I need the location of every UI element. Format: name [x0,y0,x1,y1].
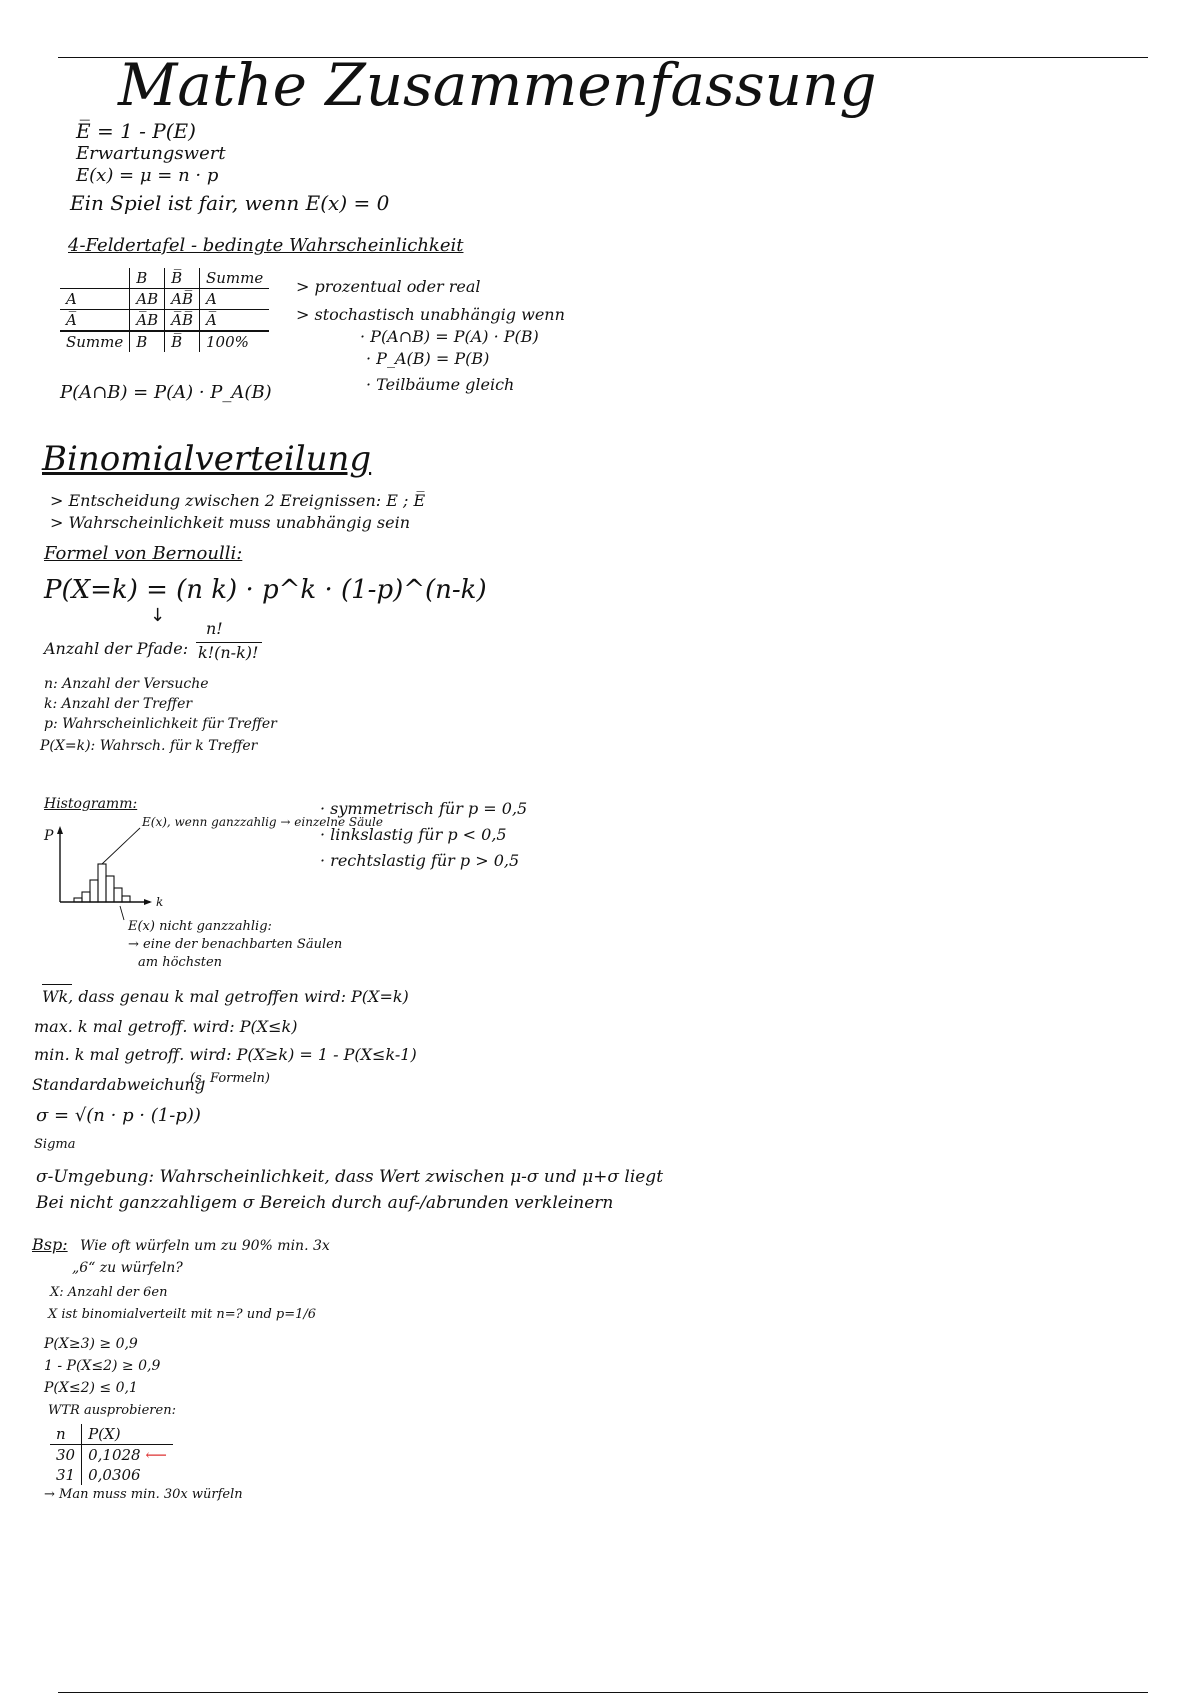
binomial-legend: k: Anzahl der Treffer [44,696,193,712]
intro-line: E̅ = 1 - P(E) [76,119,196,143]
hist-property: · linkslastig für p < 0,5 [320,825,507,844]
page-title: Mathe Zusammenfassung [118,51,877,119]
std-hint: (s. Formeln) [190,1071,270,1086]
vierfeld-table [60,268,269,352]
wtr-value: 0,1028 [88,1446,141,1464]
binomial-heading: Binomialverteilung [42,439,372,479]
intro-line: Ein Spiel ist fair, wenn E(x) = 0 [70,191,390,215]
vierfeld-cell: Summe [60,331,130,352]
example-step: X ist binomialverteilt mit n=? und p=1/6 [48,1307,317,1322]
vierfeld-cell: B [130,331,165,352]
hist-note-top: E(x), wenn ganzzahlig → einzelne Säule [142,815,383,829]
sigma-label: Sigma [34,1137,76,1152]
vierfeld-note: · Teilbäume gleich [366,375,515,394]
example-step: 1 - P(X≤2) ≥ 0,9 [44,1358,161,1374]
wk-line: min. k mal getroff. wird: P(X≥k) = 1 - P(X≤k-1) [34,1045,417,1064]
histogram-sketch [40,820,170,910]
hist-axis-y: P [44,828,54,844]
std-formula: σ = √(n · p · (1-p)) [36,1105,201,1126]
pfade-label: Anzahl der Pfade: [44,639,189,658]
histogramm-heading: Histogramm: [44,796,138,812]
vierfeld-cell: B̅ [165,331,200,352]
example-conclusion: → Man muss min. 30x würfeln [44,1487,243,1502]
sigma-umgebung: σ-Umgebung: Wahrscheinlichkeit, dass Wert zwischen μ-σ und μ+σ liegt [36,1167,664,1187]
section-divider [42,984,72,985]
intro-line: Erwartungswert [76,143,226,164]
binomial-legend: p: Wahrscheinlichkeit für Treffer [44,716,277,732]
bernoulli-formula: P(X=k) = (n k) · p^k · (1-p)^(n-k) [44,575,487,605]
example-step: X: Anzahl der 6en [50,1285,168,1300]
vierfeld-heading: 4-Feldertafel - bedingte Wahrscheinlichkeit [68,235,464,256]
vierfeld-cell: AB̅ [165,289,200,310]
vierfeld-cell [60,268,130,289]
pfade-denominator: k!(n-k)! [198,643,259,662]
arrow-down-icon: ↓ [150,605,166,626]
binomial-legend: P(X=k): Wahrsch. für k Treffer [40,738,258,754]
wtr-cell: 31 [50,1465,82,1485]
wk-line: Wk, dass genau k mal getroffen wird: P(X=k) [42,987,409,1006]
wtr-cell: 30 [50,1445,82,1466]
wtr-cell: n [50,1424,82,1445]
vierfeld-note: · P(A∩B) = P(A) · P(B) [360,327,539,346]
vierfeld-cell: AB [130,289,165,310]
std-heading: Standardabweichung [32,1075,206,1094]
vierfeld-note: > stochastisch unabhängig wenn [296,305,565,324]
hist-axis-x: k [156,895,164,909]
vierfeld-cell: A̅B [130,310,165,332]
vierfeld-cell: 100% [199,331,269,352]
wtr-cell [82,1445,173,1466]
example-question: Wie oft würfeln um zu 90% min. 3x [80,1238,330,1254]
example-question: „6“ zu würfeln? [72,1260,183,1276]
vierfeld-cell: A̅ [199,310,269,332]
vierfeld-note: > prozentual oder real [296,277,481,296]
vierfeld-cell: Summe [199,268,269,289]
hist-note-bottom: am höchsten [138,955,223,970]
pfade-numerator: n! [206,619,223,638]
binomial-point: > Wahrscheinlichkeit muss unabhängig sein [50,513,411,532]
binomial-point: > Entscheidung zwischen 2 Ereignissen: E ; E̅ [50,491,426,510]
wtr-cell: 0,0306 [88,1466,141,1484]
example-step: P(X≤2) ≤ 0,1 [44,1380,138,1396]
vierfeld-formula: P(A∩B) = P(A) · P_A(B) [60,382,272,403]
hist-property: · rechtslastig für p > 0,5 [320,851,520,870]
vierfeld-cell: A̅B̅ [165,310,200,332]
wtr-cell: P(X) [82,1424,173,1445]
binomial-legend: n: Anzahl der Versuche [44,676,209,692]
vierfeld-cell: B [130,268,165,289]
vierfeld-cell: A [199,289,269,310]
bottom-rule [58,1692,1148,1693]
arrow-left-icon: ⟵ [145,1446,167,1464]
wtr-table [50,1424,173,1485]
example-step: P(X≥3) ≥ 0,9 [44,1336,138,1352]
vierfeld-note: · P_A(B) = P(B) [366,349,490,368]
vierfeld-cell: B̅ [165,268,200,289]
hist-note-bottom: → eine der benachbarten Säulen [128,937,343,952]
example-label: Bsp: [32,1235,68,1254]
bernoulli-heading: Formel von Bernoulli: [44,543,243,564]
wk-line: max. k mal getroff. wird: P(X≤k) [34,1017,298,1036]
sigma-rundung: Bei nicht ganzzahligem σ Bereich durch auf-/abrunden verkleinern [36,1193,614,1213]
vierfeld-cell: A [60,289,130,310]
intro-line: E(x) = μ = n · p [76,165,219,186]
hist-note-bottom: E(x) nicht ganzzahlig: [128,919,272,934]
hist-property: · symmetrisch für p = 0,5 [320,799,528,818]
example-step: WTR ausprobieren: [48,1403,176,1418]
vierfeld-cell: A̅ [60,310,130,332]
